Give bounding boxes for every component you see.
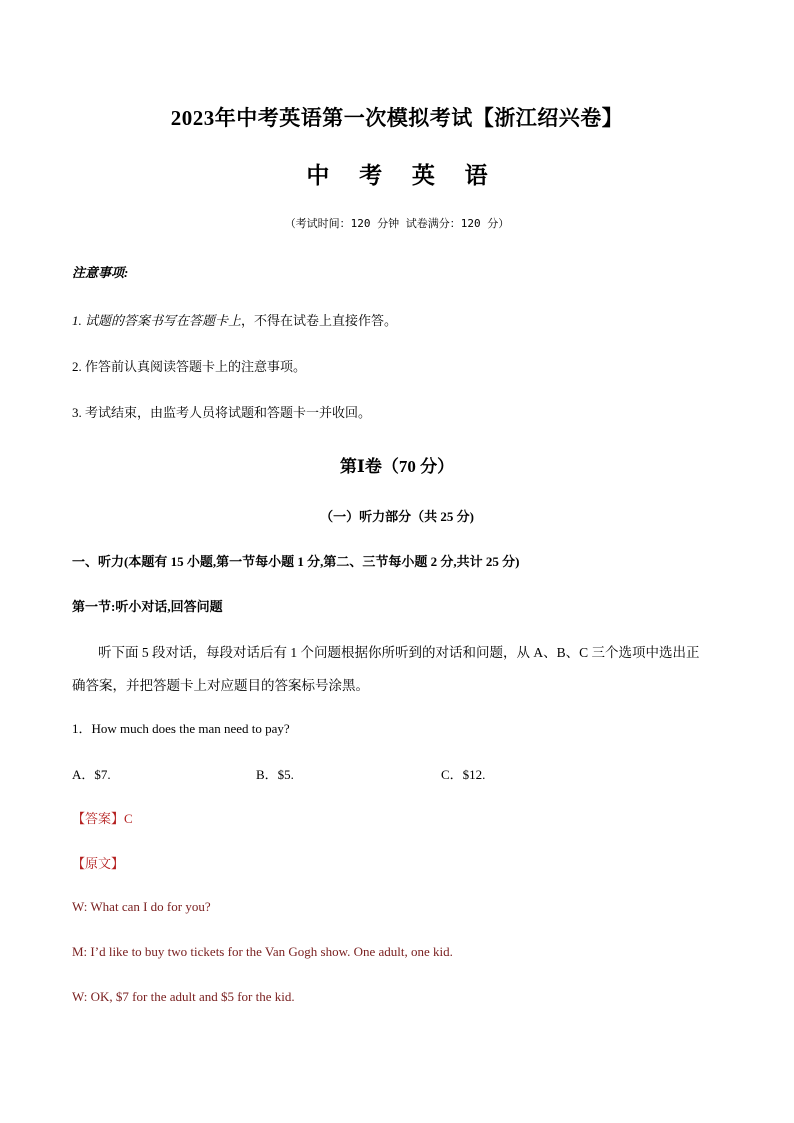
- question-1-option-c: C．$12.: [441, 767, 486, 782]
- note-item-3: 3. 考试结束，由监考人员将试题和答题卡一并收回。: [72, 405, 372, 420]
- part-title: 第Ⅰ卷（70 分）: [339, 457, 455, 476]
- question-1-text: 1．How much does the man need to pay?: [72, 721, 290, 736]
- note-item-1: [72, 310, 397, 329]
- section-title: （一）听力部分（共 25 分): [320, 509, 474, 524]
- listening-subsection: 第一节:听小对话,回答问题: [72, 599, 223, 614]
- exam-time-score-info: （考试时间：120 分钟 试卷满分：120 分）: [284, 217, 510, 230]
- exam-title: 2023年中考英语第一次模拟考试【浙江绍兴卷】: [170, 106, 624, 130]
- question-1-option-a: A．$7.: [72, 767, 111, 782]
- dialog-line: W: OK, $7 for the adult and $5 for the kid.: [72, 989, 295, 1004]
- question-1-option-b: B．$5.: [256, 767, 294, 782]
- question-1-answer: 【答案】C: [72, 811, 133, 826]
- notes-heading: 注意事项:: [72, 265, 129, 280]
- dialog-line: M: I’d like to buy two tickets for the Van Gogh show. One adult, one kid.: [72, 944, 453, 959]
- note-item-2: 2. 作答前认真阅读答题卡上的注意事项。: [72, 359, 307, 374]
- note-item-1-plain: ，不得在试卷上直接作答。: [241, 313, 398, 328]
- note-item-1-italic: 1. 试题的答案书写在答题卡上: [72, 313, 242, 328]
- dialog-line: W: What can I do for you?: [72, 899, 211, 914]
- listening-heading: 一、听力(本题有 15 小题,第一节每小题 1 分,第二、三节每小题 2 分,共计 25 分): [72, 554, 520, 569]
- exam-subtitle: 中 考 英 语: [306, 163, 500, 188]
- question-1-source-label: 【原文】: [72, 856, 125, 871]
- instruction-line-2: 确答案，并把答题卡上对应题目的答案标号涂黑。: [72, 678, 369, 693]
- instruction-line-1: 听下面 5 段对话，每段对话后有 1 个问题根据你所听到的对话和问题，从 A、B、C 三个选项中选出正: [98, 645, 700, 660]
